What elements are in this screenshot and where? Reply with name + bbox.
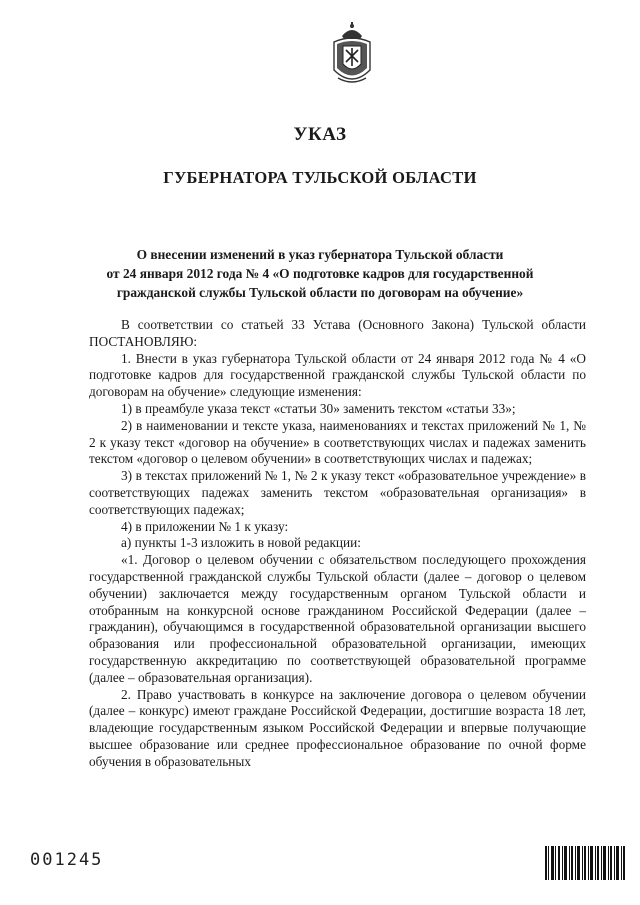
decree-issuer: ГУБЕРНАТОРА ТУЛЬСКОЙ ОБЛАСТИ [163,168,477,187]
body-paragraph: 1) в преамбуле указа текст «статьи 30» заменить текстом «статьи 33»; [121,400,516,416]
body-paragraph: а) пункты 1-3 изложить в новой редакции: [121,535,361,551]
body-paragraph: 2. Право участвовать в конкурсе на заключение договора о целевом обучении (далее – конкурс) имеют граждане Российской Федерации, достигшие возраста 18 лет, владеющие государственным языком Российской Федерации и впервые получающие высшее образование или среднее профессиональное образование по очной форме обучения в образовательных [89,686,586,769]
decree-subject [80,245,560,302]
body-paragraph: 1. Внести в указ губернатора Тульской области от 24 января 2012 года № 4 «О подготовке кадров для государственной гражданской службы Тульской области по договорам на обучение» следующие изменения: [89,350,586,400]
body-paragraph: 3) в текстах приложений № 1, № 2 к указу текст «образовательное учреждение» в соответствующих падежах заменить текстом «образовательная организация» в соответствующих падежах; [89,468,586,517]
coat-of-arms-icon [330,22,374,90]
body-paragraph: В соответствии со статьей 33 Устава (Основного Закона) Тульской области ПОСТАНОВЛЯЮ: [89,317,586,349]
decree-body [89,317,586,771]
subject-line: от 24 января 2012 года № 4 «О подготовке кадров для государственной [106,266,534,281]
body-paragraph: 4) в приложении № 1 к указу: [121,518,289,534]
body-paragraph: «1. Договор о целевом обучении с обязательством последующего прохождения государственной гражданской службы Тульской области (далее – договор о целевом обучении) заключается между государственным органом Тульской области и отобранным на конкурсной основе гражданином Российской Федерации (далее – гражданин), обучающимся в государственной образовательной организации высшего образования или профессиональной образовательной организации, имеющих государственную аккредитацию по соответствующей образовательной программе (далее – образовательная организация). [89,552,586,685]
barcode-icon [545,846,625,880]
subject-line: гражданской службы Тульской области по договорам на обучение» [116,285,524,300]
subject-line: О внесении изменений в указ губернатора Тульской области [136,247,504,262]
body-paragraph: 2) в наименовании и тексте указа, наименованиях и текстах приложений № 1, № 2 к указу текст «договор на обучение» в соответствующих числах и падежах заменить текстом «договор о целевом обучении» в соответствующих числах и падежах; [89,417,586,467]
decree-title: УКАЗ [293,124,347,145]
serial-number: 001245 [30,850,104,870]
